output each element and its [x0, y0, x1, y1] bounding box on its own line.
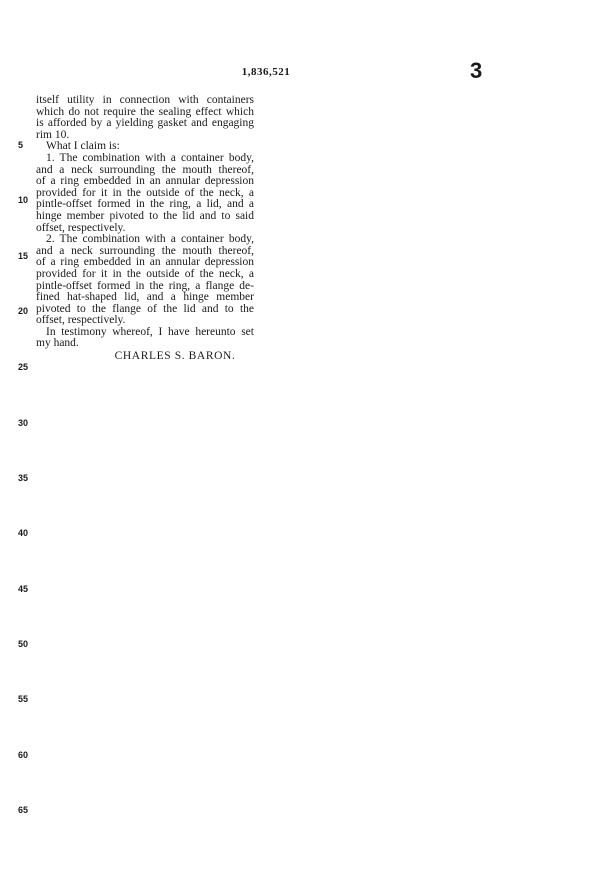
text-line: of a ring embedded in an annular depression	[36, 257, 254, 269]
text-line: my hand.	[36, 338, 79, 350]
line-number: 15	[18, 251, 29, 261]
line-number: 55	[18, 694, 29, 704]
claims-column	[36, 95, 254, 363]
signature: CHARLES S. BARON.	[114, 350, 236, 363]
text-line: fined hat-shaped lid, and a hinge member	[36, 292, 254, 304]
line-number: 45	[18, 584, 29, 594]
text-line: pintle-offset formed in the ring, a flange de-	[36, 280, 254, 292]
line-number: 65	[18, 805, 29, 815]
line-number-gutter	[0, 0, 34, 881]
line-number: 20	[18, 306, 29, 316]
text-line: which do not require the sealing effect which	[36, 106, 254, 118]
page-number: 1,836,521	[241, 66, 291, 78]
text-line: hinge member pivoted to the lid and to said	[36, 210, 254, 222]
text-line: of a ring embedded in an annular depression	[36, 176, 254, 188]
text-line: offset, respectively.	[36, 315, 126, 327]
line-number: 5	[18, 140, 24, 150]
text-line: provided for it in the outside of the neck, a	[36, 268, 254, 280]
text-line: rim 10.	[36, 129, 70, 141]
line-number: 60	[18, 750, 29, 760]
text-line: In testimony whereof, I have hereunto set	[46, 326, 254, 338]
text-line: What I claim is:	[46, 141, 120, 153]
text-line: itself utility in connection with containers	[36, 95, 254, 106]
line-number: 30	[18, 418, 29, 428]
text-line: pintle-offset formed in the ring, a lid, and a	[36, 199, 254, 211]
text-line: provided for it in the outside of the neck, a	[36, 187, 254, 199]
line-number: 40	[18, 528, 29, 538]
text-line: 1. The combination with a container body,	[46, 152, 254, 164]
text-line: pivoted to the flange of the lid and to the	[36, 303, 254, 315]
text-line: and a neck surrounding the mouth thereof,	[36, 245, 254, 257]
text-line: and a neck surrounding the mouth thereof,	[36, 164, 254, 176]
line-number: 25	[18, 362, 29, 372]
sheet-number: 3	[470, 58, 483, 83]
line-number: 35	[18, 473, 29, 483]
line-number: 10	[18, 195, 29, 205]
text-line: 2. The combination with a container body,	[46, 234, 254, 246]
text-line: is afforded by a yielding gasket and engaging	[36, 118, 254, 130]
line-number: 50	[18, 639, 29, 649]
text-line: offset, respectively.	[36, 222, 126, 234]
